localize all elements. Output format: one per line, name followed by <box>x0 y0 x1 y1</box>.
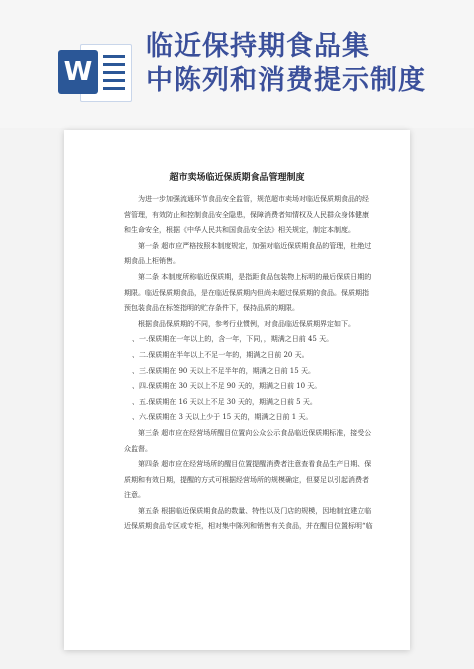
paragraph: 第五条 根据临近保质期食品的数量、特性以及门店的规模，因地制宜建立临近保质期食品专区或专柜，相对集中陈列和销售有关食品，并在醒目位置标明“临 <box>124 506 373 531</box>
banner <box>0 0 474 128</box>
banner-title <box>146 30 470 98</box>
word-w-badge: W <box>58 50 98 94</box>
word-doc-icon <box>58 42 134 102</box>
paragraph: 第三条 超市应在经营场所醒目位置向公众公示食品临近保质期标准，接受公众监督。 <box>124 428 372 453</box>
paragraph: 根据食品保质期的不同，参考行业惯例，对食品临近保质期界定如下。 <box>138 319 355 328</box>
document-page <box>64 130 410 650</box>
banner-title-line-2: 中陈列和消费提示制度 <box>146 65 426 96</box>
list-item: 、四.保质期在 30 天以上不足 90 天的，期满之日前 10 天。 <box>132 382 322 391</box>
list-item: 、五.保质期在 16 天以上不足 30 天的，期满之日前 5 天。 <box>132 397 317 406</box>
banner-title-line-1: 临近保持期食品集 <box>146 31 370 62</box>
document-body <box>124 192 374 535</box>
list-item: 、一.保质期在一年以上的，含一年，下同，，期满之日前 45 天。 <box>132 335 334 344</box>
document-title: 超市卖场临近保质期食品管理制度 <box>169 173 305 183</box>
list-item: 、六.保质期在 3 天以上少于 15 天的，期满之日前 1 天。 <box>132 413 313 422</box>
list-item: 、二.保质期在半年以上不足一年的，期满之日前 20 天。 <box>132 350 309 359</box>
list-item: 、三.保质期在 90 天以上不足半年的，期满之日前 15 天。 <box>132 366 315 375</box>
paragraph: 为进一步加强流通环节食品安全监管，规范超市卖场对临近保质期食品的经营管理，有效防止和控制食品安全隐患，保障消费者知情权及人民群众身体健康和生命安全，根据《中华人民共和国食品安全法》相关规定，制定本制度。 <box>124 195 369 235</box>
paragraph: 第二条 本制度所称临近保质期，是指距食品包装物上标明的最后保质日期的期限。临近保质期食品，是在临近保质期内但尚未超过保质期的食品。保质期指预包装食品在标签指明的贮存条件下，保持品质的期限。 <box>124 272 372 313</box>
paragraph: 第一条 超市应严格按照本制度规定，加强对临近保质期食品的管理，杜绝过期食品上柜销售。 <box>124 241 372 266</box>
paragraph: 第四条 超市应在经营场所的醒目位置提醒消费者注意查看食品生产日期、保质期和有效日期，提醒的方式可根据经营场所的规模确定，但要足以引起消费者注意。 <box>124 460 372 500</box>
